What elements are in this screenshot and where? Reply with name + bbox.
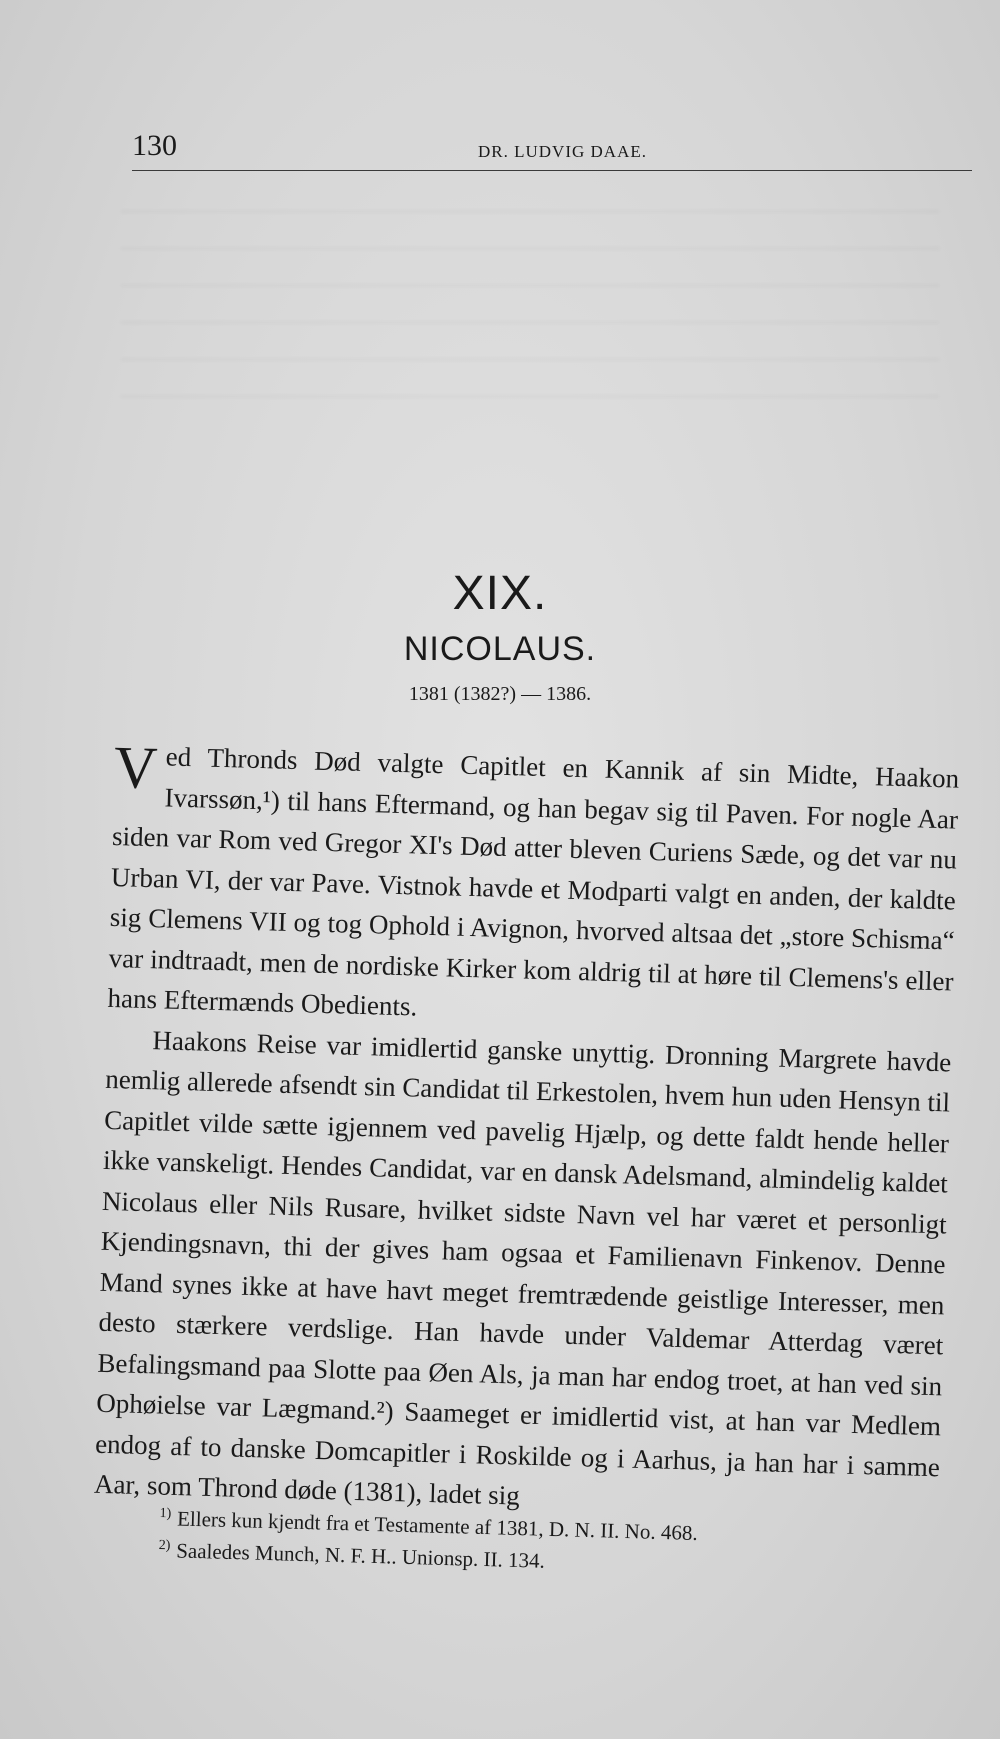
running-header — [132, 130, 972, 171]
chapter-dates: 1381 (1382?) — 1386. — [408, 683, 592, 705]
footnote-1-mark: 1) — [159, 1505, 172, 1522]
page-number: 130 — [132, 129, 177, 162]
paragraph-2: Haakons Reise var imidlertid ganske unyttig. Dronning Margrete havde nemlig allerede afsendt sin Candidat til Erkestolen, hvem hun uden Hensyn til Capitlet vilde sætte igjennem ved pavelig Hjælp, og dette faldt hende heller ikke vanskeligt. Hendes Candidat, var en dansk Adelsmand, almindelig kaldet Nicolaus eller Nils Rusare, hvilket sidste Navn vel har været et personligt Kjendingsnavn, thi der gives ham ogsaa et Familienavn Finkenov. Denne Mand synes ikke at have havt meget fremtrædende geistlige Interesser, men desto stærkere verdslige. Han havde under Valdemar Atterdag været Befalingsmand paa Slotte paa Øen Als, ja man har endog troet, at han ved sin Ophøielse var Lægmand.²) Saameget er imidlertid vist, at han var Medlem endog af to danske Domcapitler i Roskilde og i Aarhus, ja han har i samme Aar, som Thrond døde (1381), ladet sig — [93, 1024, 952, 1511]
paragraph-1 — [107, 735, 960, 1042]
header-title: DR. LUDVIG DAAE. — [478, 142, 647, 161]
show-through-text — [120, 210, 940, 420]
body-text — [94, 735, 960, 1528]
footnote-2-mark: 2) — [158, 1537, 171, 1554]
drop-cap: V — [113, 734, 159, 802]
footnote-1-text: Ellers kun kjendt fra et Testamente af 1381, D. N. II. No. 468. — [176, 1506, 698, 1546]
chapter-number: XIX. — [452, 567, 548, 620]
footnote-2-text: Saaledes Munch, N. F. H.. Unionsp. II. 134. — [175, 1538, 546, 1573]
paragraph-1-text: ed Thronds Død valgte Capitlet en Kannik af sin Midte, Haakon Ivarssøn,¹) til hans Eftermand, og han begav sig til Paven. For nogle Aar siden var Rom ved Gregor XI's Død atter bleven Curiens Sæde, og det var nu Urban VI, der var Pave. Vistnok havde et Modparti valgt en anden, der kaldte sig Clemens VII og tog Ophold i Avignon, hvorved altsaa det „store Schisma“ var indtraadt, men de nordiske Kirker kom aldrig til at høre til Clemens's eller hans Eftermænds Obedients. — [107, 741, 960, 1022]
chapter-title: NICOLAUS. — [403, 630, 597, 668]
